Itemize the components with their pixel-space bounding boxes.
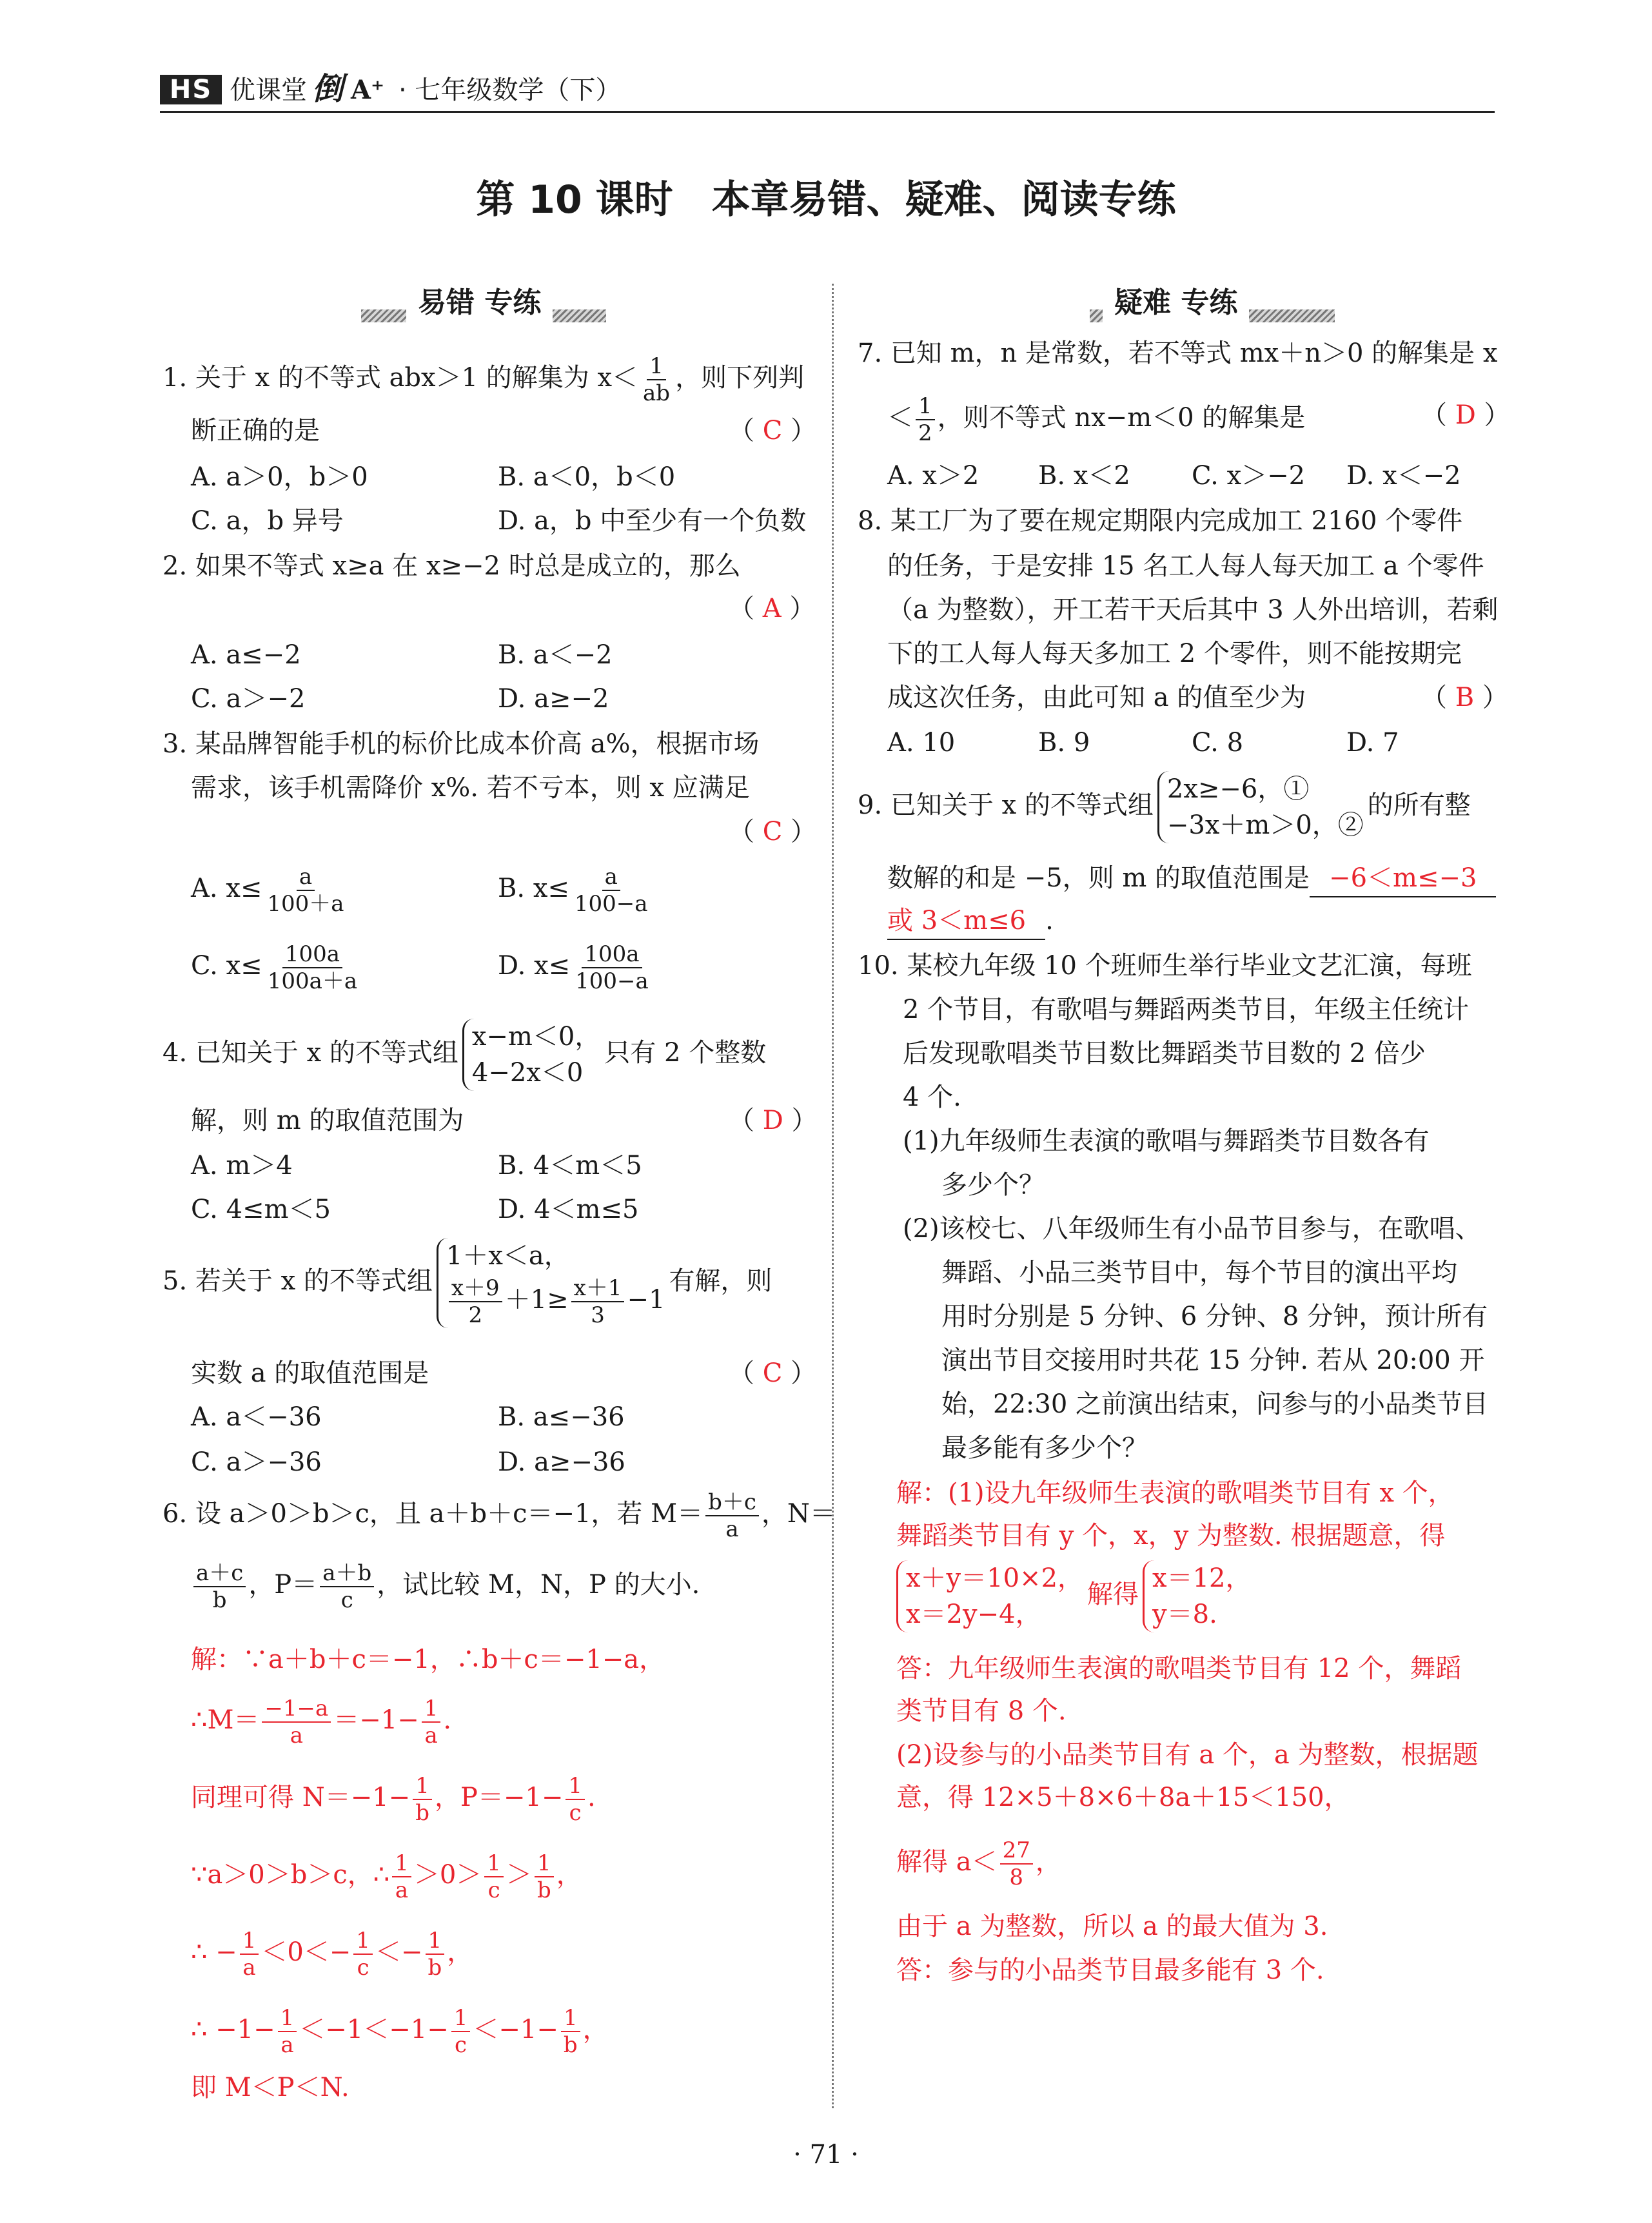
q10-part2-c: 用时分别是 5 分钟、6 分钟、8 分钟，预计所有 [941, 1302, 1488, 1331]
q3-option-d: D. x≤ $\frac{100a}{100-a}$ [498, 941, 649, 994]
q8-option-a: A. 10 [887, 728, 956, 758]
q2-option-b: B. a＜−2 [498, 640, 613, 670]
q10-line-3: 后发现歌唱类节目数比舞蹈类节目数的 2 倍少 [903, 1039, 1426, 1068]
q9-stem: 9. 已知关于 x 的不等式组 2x≥−6，① −3x＋m＞0，② 的所有整 [858, 771, 1471, 843]
q6-stem-2: $\frac{a+c}{b}$ ，P＝ $\frac{a+b}{c}$ ，试比较 M，N，P 的大小. [191, 1560, 700, 1613]
q6-solution-7: 即 M＜P＜N. [191, 2073, 349, 2102]
q5-option-c: C. a＞−36 [191, 1447, 322, 1477]
q10-solution-7: 解得 a＜ $\frac{27}{8}$ ， [896, 1837, 1061, 1890]
q7-option-a: A. x＞2 [887, 461, 979, 491]
q10-part2-a: (2)该校七、八年级师生有小品节目参与，在歌唱、 [903, 1214, 1481, 1244]
q2-option-d: D. a≥−2 [498, 684, 609, 714]
q6-stem: 6. 设 a＞0＞b＞c，且 a＋b＋c＝−1，若 M＝ $\frac{b+c}{a}$ ，N＝ [162, 1489, 836, 1542]
q6-solution-3: 同理可得 N＝−1− $\frac{1}{b}$ ，P＝−1− $\frac{1}{c}$ . [191, 1773, 596, 1826]
q2-option-a: A. a≤−2 [191, 640, 301, 670]
q3-stem: 3. 某品牌智能手机的标价比成本价高 a%，根据市场 [162, 729, 760, 759]
q10-part1-b: 多少个？ [941, 1170, 1045, 1200]
q8-line-3: （a 为整数），开工若干天后其中 3 人外出培训，若剩 [887, 595, 1499, 625]
banner-left: 易错 专练 [361, 284, 606, 329]
hs-logo: HS [160, 75, 222, 104]
q5-option-d: D. a≥−36 [498, 1447, 625, 1477]
q7-option-b: B. x＜2 [1038, 461, 1130, 491]
q10-part2-d: 演出节目交接用时共花 15 分钟. 若从 20:00 开 [941, 1346, 1485, 1375]
header [160, 72, 740, 111]
q1-answer: （ C ） [729, 416, 817, 446]
q4-option-c: C. 4≤m＜5 [191, 1195, 331, 1224]
q8-line-4: 下的工人每人每天多加工 2 个零件，则不能按期完 [887, 639, 1462, 669]
q1-option-c: C. a，b 异号 [191, 506, 344, 536]
q8-option-d: D. 7 [1346, 728, 1399, 758]
q8-option-c: C. 8 [1192, 728, 1244, 758]
q5-option-b: B. a≤−36 [498, 1402, 625, 1432]
q10-solution-2: 舞蹈类节目有 y 个，x，y 为整数. 根据题意，得 [896, 1521, 1446, 1551]
brand-script-logo: 倒 [312, 71, 344, 107]
q10-solution-9: 答：参与的小品类节目最多能有 3 个. [896, 1955, 1324, 1985]
q1-stem-2: 断正确的是 [191, 416, 320, 446]
q8-option-b: B. 9 [1038, 728, 1090, 758]
q10-solution-8: 由于 a 为整数，所以 a 的最大值为 3. [896, 1912, 1328, 1941]
q9-answer-1: −6＜m≤−3 [1310, 860, 1496, 897]
q8-line-1: 8. 某工厂为了要在规定期限内完成加工 2160 个零件 [858, 506, 1463, 536]
q10-line-4: 4 个. [903, 1082, 961, 1112]
q4-option-b: B. 4＜m＜5 [498, 1151, 642, 1180]
q3-stem-2: 需求，该手机需降价 x%. 若不亏本，则 x 应满足 [191, 773, 750, 803]
q6-solution-4: ∵a＞0＞b＞c，∴ $\frac{1}{a}$ ＞0＞ $\frac{1}{c}$ ＞ $\frac{1}{b}$ ， [191, 1850, 582, 1903]
q10-solution-4: 类节目有 8 个. [896, 1696, 1067, 1726]
q9-answer-2: 或 3＜m≤6 [887, 903, 1045, 940]
q6-solution-2: ∴M＝ $\frac{-1-a}{a}$ ＝−1− $\frac{1}{a}$ . [191, 1696, 452, 1748]
q3-option-a: A. x≤ $\frac{a}{100+a}$ [191, 864, 344, 917]
q10-part2-b: 舞蹈、小品三类节目中，每个节目的演出平均 [941, 1258, 1457, 1288]
q7-option-d: D. x＜−2 [1346, 461, 1461, 491]
page-title: 第 10 课时 本章易错、疑难、阅读专练 [476, 177, 1176, 222]
q8-line-2: 的任务，于是安排 15 名工人每人每天加工 a 个零件 [887, 551, 1484, 581]
q6-solution-6: ∴ −1− $\frac{1}{a}$ ＜−1＜−1− $\frac{1}{c}$ ＜−1− $\frac{1}{b}$ ， [191, 2005, 609, 2058]
q4-stem-2: 解，则 m 的取值范围为 [191, 1106, 464, 1135]
q2-option-c: C. a＞−2 [191, 684, 306, 714]
brand-name: 优课堂 [230, 75, 307, 105]
banner-right: 疑难 专练 [1090, 284, 1335, 329]
q4-stem: 4. 已知关于 x 的不等式组 x−m＜0， 4−2x＜0 只有 2 个整数 [162, 1019, 766, 1091]
q2-answer: （ A ） [729, 594, 816, 623]
q10-part2-f: 最多能有多少个？ [941, 1433, 1148, 1463]
q10-line-1: 10. 某校九年级 10 个班师生举行毕业文艺汇演，每班 [858, 951, 1472, 981]
page-number: · 71 · [793, 2140, 859, 2169]
q10-solution-3: 答：九年级师生表演的歌唱类节目有 12 个，舞蹈 [896, 1654, 1462, 1683]
q7-answer: （ D ） [1421, 400, 1510, 430]
q4-option-a: A. m＞4 [191, 1151, 293, 1180]
q1-option-d: D. a，b 中至少有一个负数 [498, 506, 807, 536]
q1-stem: 1. 关于 x 的不等式 abx＞1 的解集为 x＜ $\frac{1}{ab}$ ，则下列判 [162, 353, 805, 406]
q10-solution-5: (2)设参与的小品类节目有 a 个，a 为整数，根据题 [896, 1740, 1479, 1770]
q6-solution-5: ∴ − $\frac{1}{a}$ ＜0＜− $\frac{1}{c}$ ＜− $\frac{1}{b}$ ， [191, 1928, 473, 1981]
q10-solution-6: 意，得 12×5＋8×6＋8a＋15＜150， [896, 1783, 1350, 1812]
q5-stem: 5. 若关于 x 的不等式组 1＋x＜a， $\frac{x+9}{2}$ ＋1≥ $\frac{x+1}{3}$ −1 有解，则 [162, 1238, 772, 1328]
q2-stem: 2. 如果不等式 x≥a 在 x≥−2 时总是成立的，那么 [162, 551, 741, 581]
q7-stem: 7. 已知 m，n 是常数，若不等式 mx＋n＞0 的解集是 x [858, 338, 1498, 368]
book-title: · 七年级数学（下） [398, 75, 622, 105]
q3-option-c: C. x≤ $\frac{100a}{100a+a}$ [191, 941, 358, 994]
q10-solution-system: x＋y＝10×2， x＝2y−4， 解得 x＝12， y＝8. [896, 1560, 1255, 1632]
header-rule [160, 111, 1495, 113]
q8-line-5: 成这次任务，由此可知 a 的值至少为 [887, 683, 1306, 712]
q3-option-b: B. x≤ $\frac{a}{100-a}$ [498, 864, 648, 917]
q10-line-2: 2 个节目，有歌唱与舞蹈两类节目，年级主任统计 [903, 995, 1470, 1024]
q1-option-b: B. a＜0，b＜0 [498, 462, 676, 492]
column-divider [832, 284, 834, 2108]
q5-answer: （ C ） [729, 1358, 817, 1388]
q6-solution-1: 解：∵a＋b＋c＝−1，∴b＋c＝−1−a， [191, 1645, 665, 1674]
q9-stem-2: 数解的和是 −5，则 m 的取值范围是 −6＜m≤−3 [887, 860, 1496, 897]
q3-answer: （ C ） [729, 817, 817, 847]
q7-stem-2: ＜ $\frac{1}{2}$ ，则不等式 nx−m＜0 的解集是 [887, 393, 1306, 446]
q10-part2-e: 始，22:30 之前演出结束，问参与的小品类节目 [941, 1389, 1488, 1419]
q5-stem-2: 实数 a 的取值范围是 [191, 1358, 429, 1388]
q10-part1-a: (1)九年级师生表演的歌唱与舞蹈类节目数各有 [903, 1126, 1430, 1156]
q9-stem-3: 或 3＜m≤6 . [887, 903, 1054, 940]
q10-solution-1: 解：(1)设九年级师生表演的歌唱类节目有 x 个， [896, 1478, 1454, 1508]
q1-option-a: A. a＞0，b＞0 [191, 462, 368, 492]
q5-option-a: A. a＜−36 [191, 1402, 322, 1432]
q8-answer: （ B ） [1421, 683, 1508, 712]
q4-option-d: D. 4＜m≤5 [498, 1195, 639, 1224]
grade-mark: A⁺ [351, 75, 385, 105]
q4-answer: （ D ） [729, 1106, 818, 1135]
q7-option-c: C. x＞−2 [1192, 461, 1306, 491]
